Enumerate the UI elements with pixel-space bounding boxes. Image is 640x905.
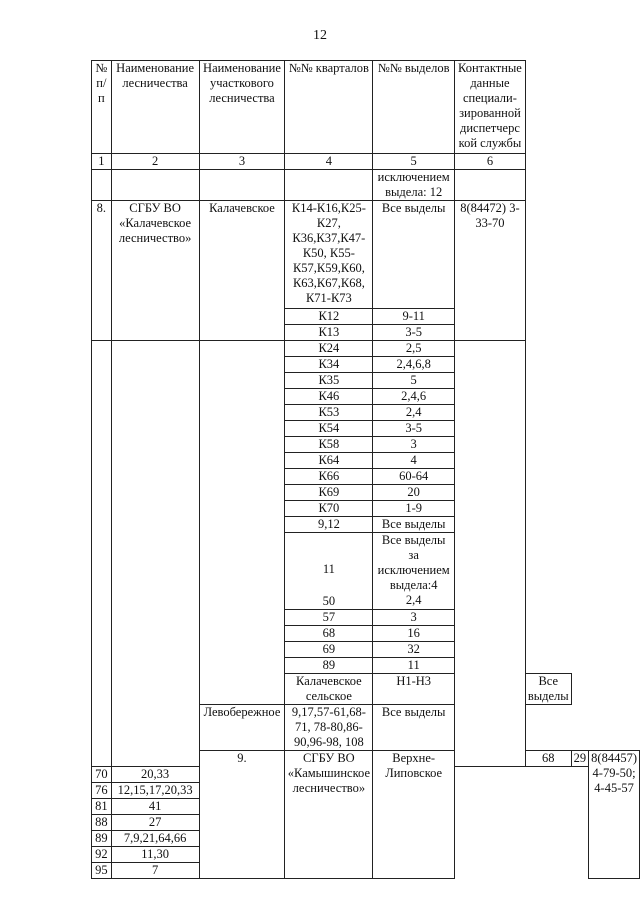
allotment-cell: 16 [373, 625, 455, 641]
allotment-cell: 3 [373, 437, 455, 453]
quarter-cell: К13 [285, 325, 373, 341]
contact-cell: 8(84457) 4-79-50; 4-45-57 [589, 750, 640, 878]
header-cell: №№ кварталов [285, 61, 373, 154]
table-row [92, 201, 640, 309]
allotment-cell: 4 [373, 453, 455, 469]
column-number: 1 [92, 154, 112, 170]
quarter-cell: 89 [285, 657, 373, 673]
quarter-cell: 81 [92, 798, 112, 814]
sub-forestry-name: Левобережное [199, 704, 285, 750]
column-number: 5 [373, 154, 455, 170]
quarter-cell: 92 [92, 846, 112, 862]
allotment-cell: Все выделы за исключением выдела:4 [373, 533, 455, 594]
allotment-cell: 2,5 [373, 341, 455, 357]
sub-forestry-name: Калачевское сельское [285, 673, 373, 704]
quarter-cell: К54 [285, 421, 373, 437]
allotment-cell: 29 [571, 750, 589, 766]
allotment-cell: Все выделы [373, 704, 455, 750]
contact-cell: 8(84472) 3-33-70 [455, 201, 526, 341]
quarter-cell: 11 50 [285, 533, 373, 610]
quarter-cell: К70 [285, 501, 373, 517]
allotment-cell: 11,30 [111, 846, 199, 862]
column-number: 4 [285, 154, 373, 170]
column-number: 3 [199, 154, 285, 170]
quarter-cell: 68 [285, 625, 373, 641]
allotment-cell: 41 [111, 798, 199, 814]
quarter-cell: 9,12 [285, 517, 373, 533]
header-cell: Контактные данные специали-зированной диспетчерс кой службы [455, 61, 526, 154]
header-cell: Наименование лесничества [111, 61, 199, 154]
forestry-name: СГБУ ВО «Калачевское лесничество» [111, 201, 199, 341]
quarter-cell: 9,17,57-61,68-71, 78-80,86-90,96-98, 108 [285, 704, 373, 750]
allotment-cell: Все выделы [525, 673, 571, 704]
quarter-cell: 88 [92, 814, 112, 830]
quarter-cell: 57 [285, 609, 373, 625]
allotment-cell: 9-11 [373, 309, 455, 325]
continuation-row [92, 170, 640, 201]
quarter-cell: К12 [285, 309, 373, 325]
allotment-cell: 11 [373, 657, 455, 673]
allotment-cell: 5 [373, 373, 455, 389]
allotment-cell: 1-9 [373, 501, 455, 517]
forestry-table [91, 60, 640, 879]
allotment-cell: 3-5 [373, 421, 455, 437]
allotment-cell: 3-5 [373, 325, 455, 341]
allotment-cell: 20,33 [111, 766, 199, 782]
allotment-cell: 2,4 [373, 593, 455, 609]
quarter-cell: К46 [285, 389, 373, 405]
allotment-cell: 27 [111, 814, 199, 830]
allotment-cell: 7 [111, 862, 199, 878]
quarter-cell: 69 [285, 641, 373, 657]
allotment-cell: 12,15,17,20,33 [111, 782, 199, 798]
quarter-cell: 95 [92, 862, 112, 878]
header-row [92, 61, 640, 154]
column-number: 6 [455, 154, 526, 170]
quarter-cell: К69 [285, 485, 373, 501]
row-number: 8. [92, 201, 112, 341]
quarter-cell: К35 [285, 373, 373, 389]
allotment-cell: 2,4,6 [373, 389, 455, 405]
quarter-cell: К34 [285, 357, 373, 373]
header-cell: № п/п [92, 61, 112, 154]
quarter-cell: К53 [285, 405, 373, 421]
allotment-cell: 2,4 [373, 405, 455, 421]
table-cell: исключением выдела: 12 [373, 170, 455, 201]
allotment-cell: Все выделы [373, 201, 455, 309]
header-cell: Наименование участкового лесничества [199, 61, 285, 154]
quarter-cell: К64 [285, 453, 373, 469]
allotment-cell: 20 [373, 485, 455, 501]
sub-forestry-name: Верхне-Липовское [373, 750, 455, 878]
quarter-cell: 89 [92, 830, 112, 846]
allotment-cell: 60-64 [373, 469, 455, 485]
quarter-cell: Н1-Н3 [373, 673, 455, 704]
allotment-cell: Все выделы [373, 517, 455, 533]
quarter-cell: 68 [525, 750, 571, 766]
header-cell: №№ выделов [373, 61, 455, 154]
quarter-cell: 70 [92, 766, 112, 782]
forestry-name: СГБУ ВО «Камышинское лесничество» [285, 750, 373, 878]
quarter-cell: К66 [285, 469, 373, 485]
quarter-cell: К58 [285, 437, 373, 453]
allotment-cell: 7,9,21,64,66 [111, 830, 199, 846]
row-number: 9. [199, 750, 285, 878]
quarter-cell: К14-К16,К25-К27, К36,К37,К47-К50, К55-К57,К59,К60, К63,К67,К68, К71-К73 [285, 201, 373, 309]
allotment-cell: 32 [373, 641, 455, 657]
allotment-cell: 3 [373, 609, 455, 625]
sub-forestry-name: Калачевское [199, 201, 285, 341]
quarter-cell: 76 [92, 782, 112, 798]
quarter-cell: К24 [285, 341, 373, 357]
table-row [92, 341, 640, 357]
column-number: 2 [111, 154, 199, 170]
column-number-row [92, 154, 640, 170]
allotment-cell: 2,4,6,8 [373, 357, 455, 373]
page-number: 12 [313, 28, 327, 43]
